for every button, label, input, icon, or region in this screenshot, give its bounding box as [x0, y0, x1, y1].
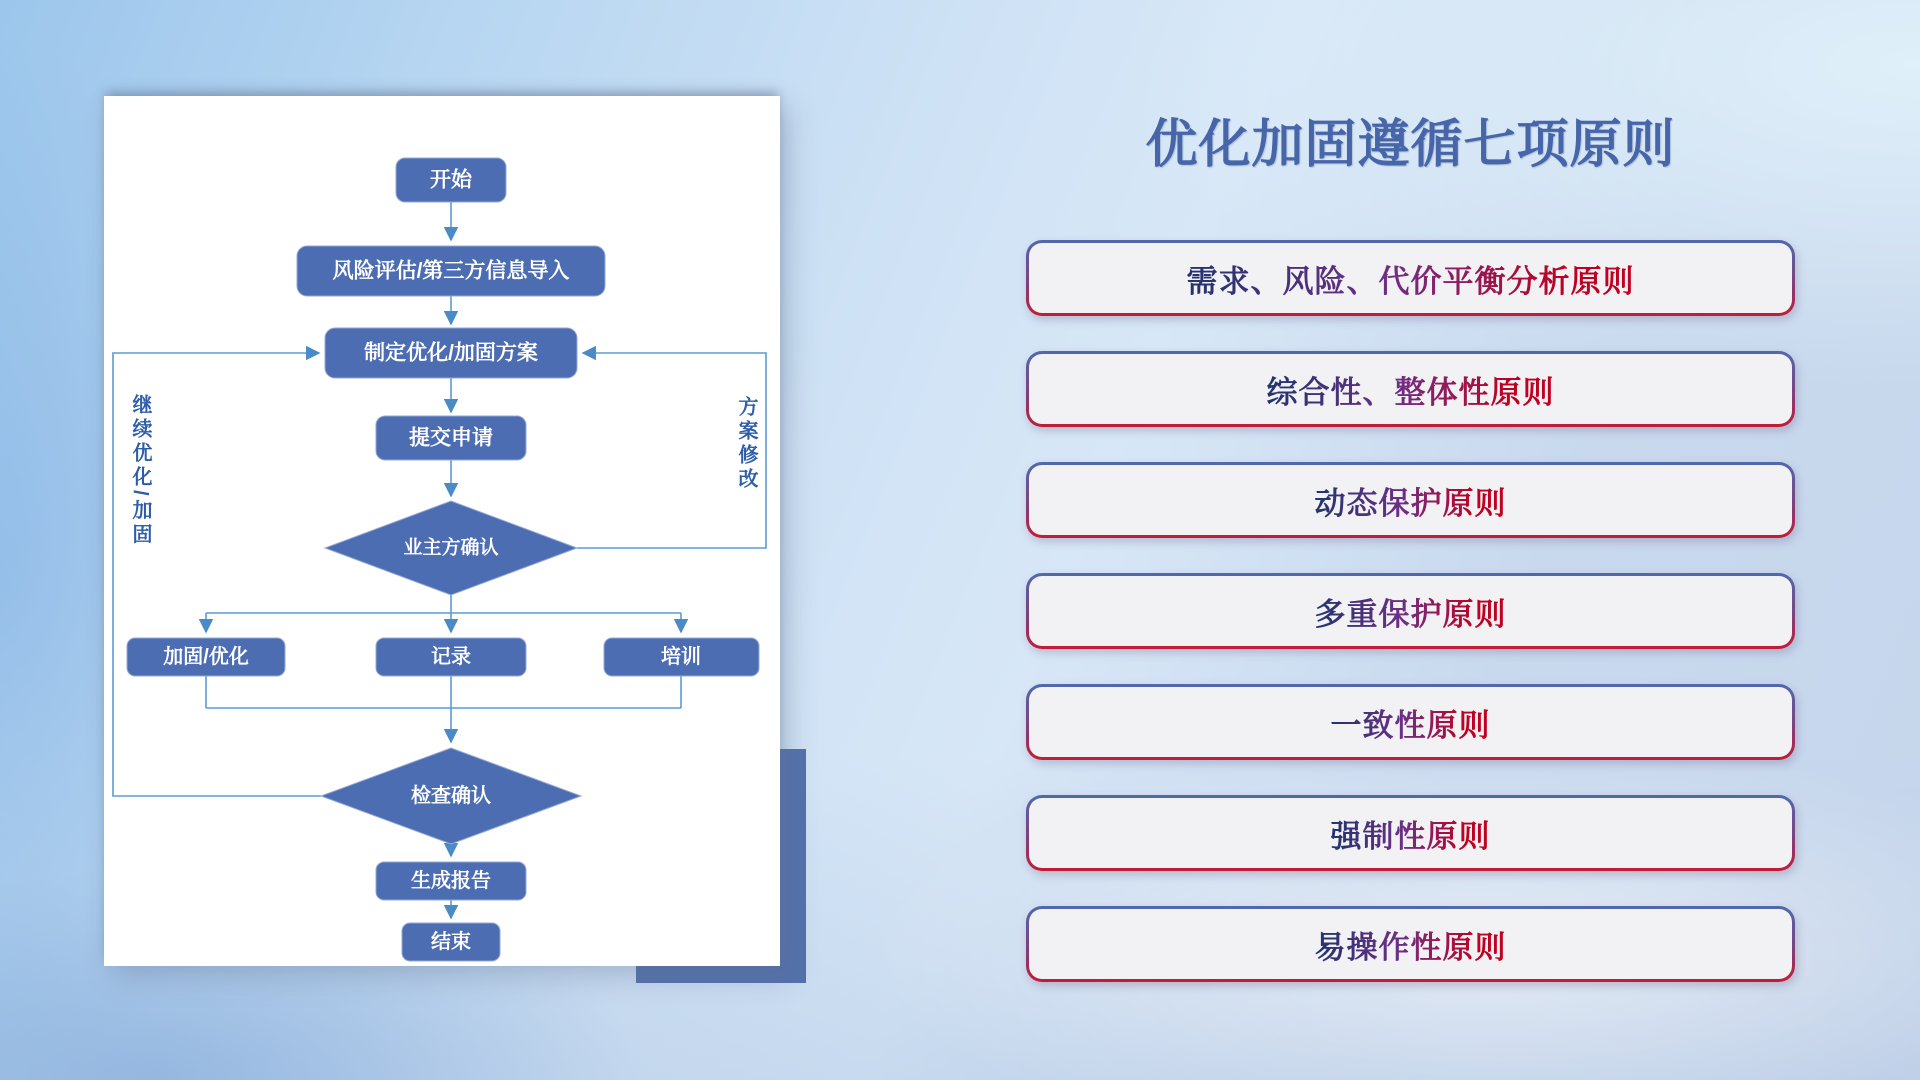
flowchart-panel [104, 96, 780, 966]
principle-label-2: 综合性、整体性原则 [1267, 367, 1555, 412]
principle-label-6: 强制性原则 [1331, 811, 1491, 856]
node-end [402, 923, 500, 961]
principles-list [1026, 240, 1795, 1017]
node-reinforce-optimize-label: 加固/优化 [163, 646, 249, 668]
node-risk-import-label: 风险评估/第三方信息导入 [332, 259, 570, 283]
principle-label-1: 需求、风险、代价平衡分析原则 [1187, 256, 1635, 301]
node-training [604, 638, 759, 676]
principle-box-2 [1026, 351, 1795, 427]
node-record-label: 记录 [431, 646, 471, 668]
node-check-confirm-label: 检查确认 [411, 785, 491, 807]
edge-label-continue-optimize: 继续优化/加固 [129, 394, 151, 548]
node-record [376, 638, 526, 676]
principle-box-1 [1026, 240, 1795, 316]
principle-box-3 [1026, 462, 1795, 538]
principle-box-5-inner [1029, 687, 1792, 757]
principle-box-4-inner [1029, 576, 1792, 646]
node-make-plan-label: 制定优化/加固方案 [364, 341, 538, 365]
principle-label-3: 动态保护原则 [1315, 478, 1507, 523]
edge-label-plan-revise: 方案修改 [735, 396, 757, 492]
node-owner-confirm-label: 业主方确认 [403, 537, 499, 559]
principle-box-6 [1026, 795, 1795, 871]
node-submit-request-label: 提交申请 [409, 426, 493, 450]
principle-label-4: 多重保护原则 [1315, 589, 1507, 634]
principle-box-7 [1026, 906, 1795, 982]
node-generate-report-label: 生成报告 [411, 870, 491, 892]
node-generate-report [376, 862, 526, 900]
node-make-plan [325, 328, 577, 378]
node-start-label: 开始 [430, 168, 472, 192]
node-start [396, 158, 506, 202]
principle-box-5 [1026, 684, 1795, 760]
node-training-label: 培训 [661, 646, 701, 668]
flowchart-diagram [104, 96, 780, 966]
node-submit-request [376, 416, 526, 460]
page-title: 优化加固遵循七项原则 [1145, 116, 1676, 174]
principle-box-4 [1026, 573, 1795, 649]
node-check-confirm [321, 748, 581, 844]
node-end-label: 结束 [431, 931, 471, 953]
node-owner-confirm [325, 501, 577, 595]
principle-box-2-inner [1029, 354, 1792, 424]
node-risk-import [297, 246, 605, 296]
principle-box-7-inner [1029, 909, 1792, 979]
node-reinforce-optimize [127, 638, 285, 676]
principle-box-3-inner [1029, 465, 1792, 535]
principle-label-5: 一致性原则 [1331, 700, 1491, 745]
principle-box-1-inner [1029, 243, 1792, 313]
principle-box-6-inner [1029, 798, 1792, 868]
principle-label-7: 易操作性原则 [1315, 922, 1507, 967]
